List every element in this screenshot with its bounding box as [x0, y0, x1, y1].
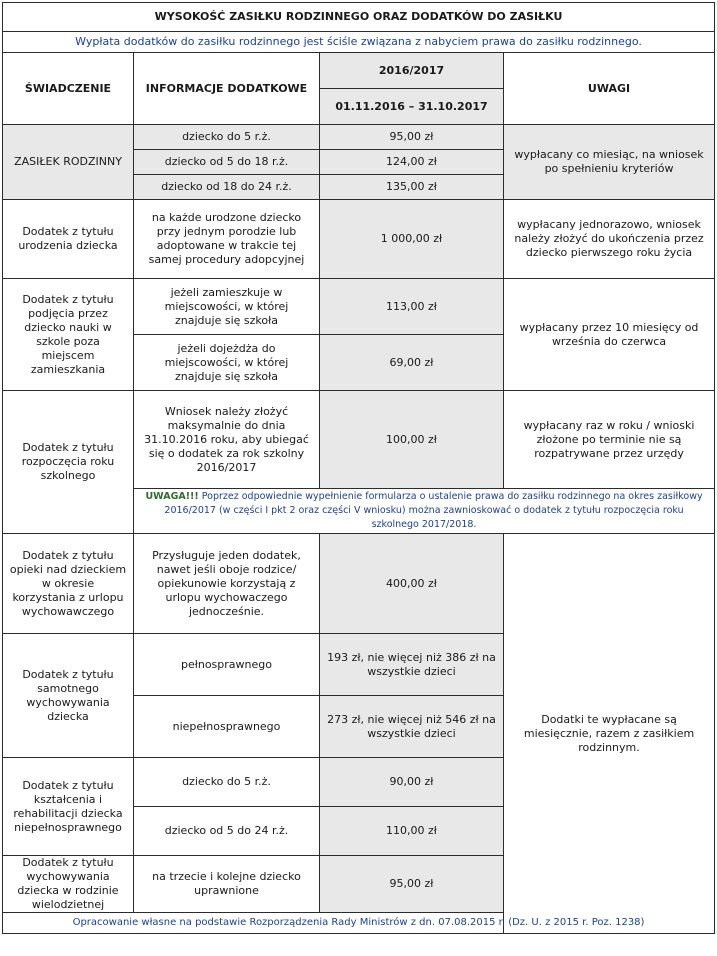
note-text: Poprzez odpowiednie wypełnienie formularza o ustalenie prawa do zasiłku rodzinnego na okres zasiłkowy 2016/2017 (w części I pkt 2 oraz części V wniosku) można zawnioskować o dodatek z tytułu rozpoczęcia roku szkolnego 2017/2018.	[164, 491, 703, 530]
benefit-name: Dodatek z tytułu podjęcia przez dziecko nauki w szkole poza miejscem zamieszkania	[3, 279, 134, 391]
amount-cell: 100,00 zł	[320, 391, 504, 489]
header-row	[3, 53, 715, 89]
table-row	[3, 200, 715, 279]
info-cell: na trzecie i kolejne dziecko uprawnione	[134, 856, 320, 913]
amount-cell: 193 zł, nie więcej niż 386 zł na wszystkie dzieci	[320, 634, 504, 696]
amount-cell: 90,00 zł	[320, 758, 504, 807]
amount-cell: 113,00 zł	[320, 279, 504, 335]
remark-cell: wypłacany raz w roku / wnioski złożone po terminie nie są rozpatrywane przez urzędy	[504, 391, 715, 489]
benefit-name: Dodatek z tytułu urodzenia dziecka	[3, 200, 134, 279]
info-cell: Wniosek należy złożyć maksymalnie do dnia 31.10.2016 roku, aby ubiegać się o dodatek za rok szkolny 2016/2017	[134, 391, 320, 489]
header-remarks: UWAGI	[504, 53, 715, 125]
info-cell: dziecko do 5 r.ż.	[134, 758, 320, 807]
info-cell: pełnosprawnego	[134, 634, 320, 696]
header-year: 2016/2017	[320, 53, 504, 89]
amount-cell: 95,00 zł	[320, 856, 504, 913]
benefit-name: ZASIŁEK RODZINNY	[3, 125, 134, 200]
benefits-table	[2, 2, 715, 934]
remark-cell: wypłacany co miesiąc, na wniosek po spełnieniu kryteriów	[504, 125, 715, 200]
amount-cell: 124,00 zł	[320, 150, 504, 175]
info-cell: dziecko od 18 do 24 r.ż.	[134, 175, 320, 200]
info-cell: jeżeli zamieszkuje w miejscowości, w której znajduje się szkoła	[134, 279, 320, 335]
amount-cell: 273 zł, nie więcej niż 546 zł na wszystkie dzieci	[320, 696, 504, 758]
benefit-name: Dodatek z tytułu opieki nad dzieckiem w okresie korzystania z urlopu wychowawczego	[3, 534, 134, 634]
info-cell: dziecko od 5 do 24 r.ż.	[134, 807, 320, 856]
header-info: INFORMACJE DODATKOWE	[134, 53, 320, 125]
amount-cell: 400,00 zł	[320, 534, 504, 634]
info-cell: Przysługuje jeden dodatek, nawet jeśli oboje rodzice/ opiekunowie korzystają z urlopu wychowaczego jednocześnie.	[134, 534, 320, 634]
header-benefit: ŚWIADCZENIE	[3, 53, 134, 125]
remark-cell: wypłacany jednorazowo, wniosek należy złożyć do ukończenia przez dziecko pierwszego roku życia	[504, 200, 715, 279]
info-cell: na każde urodzone dziecko przy jednym porodzie lub adoptowane w trakcie tej samej procedury adopcyjnej	[134, 200, 320, 279]
source-footer: Opracowanie własne na podstawie Rozporządzenia Rady Ministrów z dn. 07.08.2015 r. (Dz. U. z 2015 r. Poz. 1238)	[3, 913, 715, 934]
amount-cell: 95,00 zł	[320, 125, 504, 150]
table-row	[3, 391, 715, 489]
amount-cell: 135,00 zł	[320, 175, 504, 200]
amount-cell: 69,00 zł	[320, 335, 504, 391]
table-subtitle: Wypłata dodatków do zasiłku rodzinnego jest ściśle związana z nabyciem prawa do zasiłku rodzinnego.	[3, 32, 715, 53]
benefit-name: Dodatek z tytułu kształcenia i rehabilitacji dziecka niepełnosprawnego	[3, 758, 134, 856]
header-period: 01.11.2016 – 31.10.2017	[320, 89, 504, 125]
info-cell: dziecko od 5 do 18 r.ż.	[134, 150, 320, 175]
remark-cell: wypłacany przez 10 miesięcy od września do czerwca	[504, 279, 715, 391]
benefit-name: Dodatek z tytułu wychowywania dziecka w rodzinie wielodzietnej	[3, 856, 134, 913]
info-cell: niepełnosprawnego	[134, 696, 320, 758]
table-row	[3, 534, 715, 634]
amount-cell: 1 000,00 zł	[320, 200, 504, 279]
monthly-remark-cell: Dodatki te wypłacane są miesięcznie, razem z zasiłkiem rodzinnym.	[504, 534, 715, 934]
benefit-name: Dodatek z tytułu rozpoczęcia roku szkolnego	[3, 391, 134, 534]
info-cell: dziecko do 5 r.ż.	[134, 125, 320, 150]
benefit-name: Dodatek z tytułu samotnego wychowywania dziecka	[3, 634, 134, 758]
table-title: WYSOKOŚĆ ZASIŁKU RODZINNEGO ORAZ DODATKÓW DO ZASIŁKU	[3, 3, 715, 32]
table-row	[3, 279, 715, 335]
amount-cell: 110,00 zł	[320, 807, 504, 856]
school-year-note	[134, 489, 715, 534]
note-label: UWAGA!!!	[145, 491, 199, 502]
info-cell: jeżeli dojeżdża do miejscowości, w której znajduje się szkoła	[134, 335, 320, 391]
table-row	[3, 125, 715, 150]
